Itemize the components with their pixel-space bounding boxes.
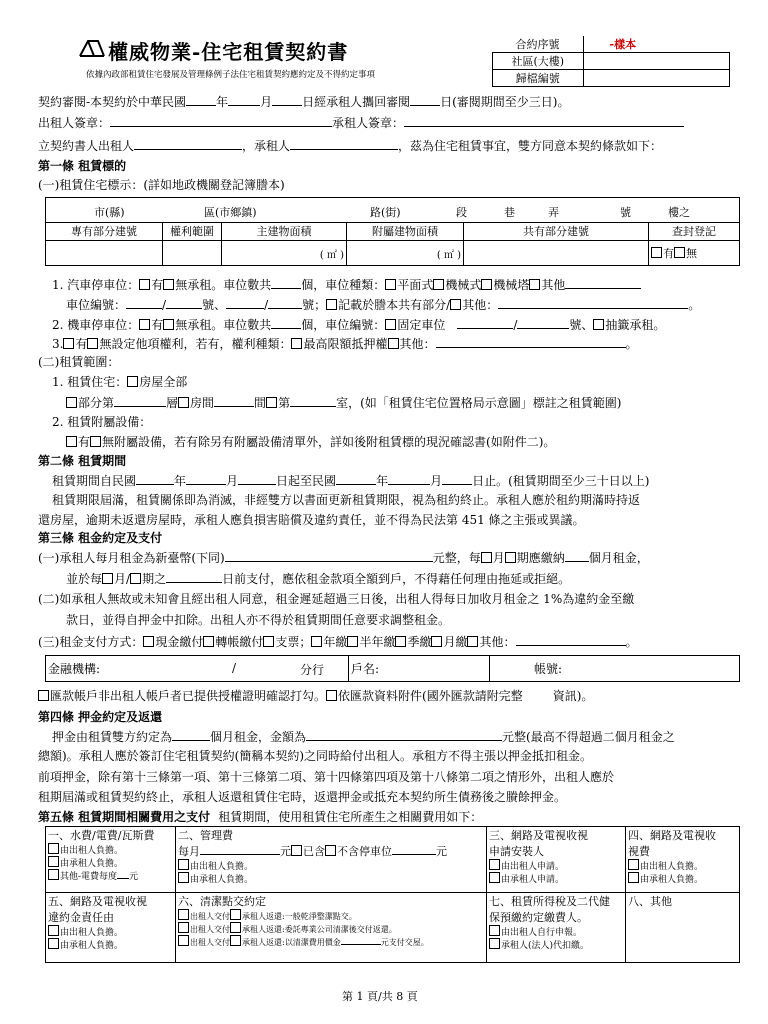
deposit-text-2: 總額)。承租人應於簽訂住宅租賃契約(簡稱本契約)之同時給付出租人。承租方不得主張以押金抵扣租金。 <box>38 749 593 763</box>
car-parking-line: 1. 汽車停車位： 有 無承租。車位數共 個，車位種類： 平面式 機械式 機械塔 其他 <box>52 276 641 293</box>
clean-3a-checkbox[interactable] <box>178 935 189 946</box>
review-month-field[interactable] <box>228 93 260 106</box>
car-other-field[interactable] <box>565 276 641 289</box>
install-lessee-checkbox[interactable] <box>489 872 500 883</box>
utilities-lessee-checkbox[interactable] <box>48 856 59 867</box>
deposit-line: 押金由租賃雙方約定為 個月租金，金額為 元整(最高不得超過二個月租金之 <box>52 730 675 744</box>
utilities-rate-field[interactable] <box>117 869 129 879</box>
period-checkbox[interactable] <box>505 552 516 563</box>
car-parking-yes-checkbox[interactable] <box>139 279 150 290</box>
article-4-title: 第四條 押金約定及返還 <box>38 710 163 724</box>
months-per-payment-field[interactable] <box>565 549 589 562</box>
monthly-pay-checkbox[interactable] <box>431 636 442 647</box>
pay-other-field[interactable] <box>516 633 626 646</box>
cleaning-fee-field[interactable] <box>341 936 381 945</box>
moto-parking-line: 2. 機車停車位： 有 無承租。車位數共 個，車位編號： 固定車位 / 號、 抽籤承租。 <box>52 318 666 332</box>
rights-field[interactable] <box>163 241 222 266</box>
main-area-field[interactable]: ( ㎡ ) <box>222 241 347 266</box>
utilities-lessor-checkbox[interactable] <box>48 843 59 854</box>
equipment-no-checkbox[interactable] <box>90 436 101 447</box>
addr-floor: 樓之 <box>668 206 690 219</box>
addr-number: 號 <box>620 206 631 219</box>
monthly-checkbox[interactable] <box>481 552 492 563</box>
review-period-line: 契約審閱-本契約於中華民國 年 月 日經承租人攜回審閱 日(審閱期間至少三日)。 <box>38 95 570 109</box>
lessor-signature-field[interactable] <box>110 114 332 127</box>
common-no-field[interactable] <box>464 241 649 266</box>
car-no-other-checkbox[interactable] <box>450 299 461 310</box>
rental-house-line: 1. 租賃住宅： 房屋全部 <box>52 375 188 389</box>
mgmt-lessor-checkbox[interactable] <box>178 859 189 870</box>
signature-line: 出租人簽章： 承租人簽章： <box>38 114 684 131</box>
end-day-field[interactable] <box>442 472 472 485</box>
encumbrance-line: 3. 有 無設定他項權利，若有，權利種類： 最高限額抵押權 其他： 。 <box>52 337 638 351</box>
car-common-checkbox[interactable] <box>326 299 337 310</box>
each-month-checkbox[interactable] <box>102 573 113 584</box>
fee-other-cell[interactable]: 八、其他 <box>626 893 740 963</box>
car-parking-no-checkbox[interactable] <box>163 279 174 290</box>
cash-checkbox[interactable] <box>143 636 154 647</box>
addr-lane: 巷 <box>504 206 515 219</box>
clean-3b-checkbox[interactable] <box>230 935 241 946</box>
moto-lottery-checkbox[interactable] <box>593 319 604 330</box>
rent-due-line: 並於每 月/ 期之 日前支付，應依租金款項全額到戶，不得藉任何理由拖延或拒絕。 <box>66 572 571 586</box>
page-subtitle: 依據內政部租賃住宅發展及管理條例子法住宅租賃契約應約定及不得約定事項 <box>86 70 376 80</box>
review-year-field[interactable] <box>186 93 216 106</box>
community-label: 社區(大樓) <box>493 53 584 70</box>
page-title: 權威物業-住宅租賃契約書 <box>108 40 349 64</box>
col-seizure: 查封登記 <box>649 223 740 241</box>
end-month-field[interactable] <box>388 472 430 485</box>
late-fee-text: (二)如承租人無故或未知會且經出租人同意，租金遲延超過三日後，出租人得每日加收月租金之 1%為違約金至繳 <box>38 592 635 606</box>
clean-2b-checkbox[interactable] <box>230 922 241 933</box>
equipment-line: 有 無附屬設備，若有除另有附屬設備清單外，詳如後附租賃標的現況確認書(如附件二)。 <box>66 434 555 450</box>
mgmt-lessee-checkbox[interactable] <box>178 872 189 883</box>
mgmt-incl-checkbox[interactable] <box>291 845 302 856</box>
car-no-1b-field[interactable] <box>166 296 202 309</box>
article-2-title: 第二條 租賃期間 <box>38 454 127 468</box>
tax-lessor-checkbox[interactable] <box>489 925 500 936</box>
remit-attach-checkbox[interactable] <box>326 690 337 701</box>
deposit-text-3: 前項押金，除有第十三條第一項、第十三條第二項、第十四條第四項及第十八條第二項之情形外，出租人應於 <box>38 770 615 784</box>
network-lessor-checkbox[interactable] <box>628 859 639 870</box>
branch-label: 分行 <box>300 663 325 677</box>
article-5-title-row: 第五條 租賃期間相關費用之支付 租賃期間，使用租賃住宅所產生之相關費用如下： <box>38 810 483 824</box>
penalty-lessor-checkbox[interactable] <box>48 925 59 936</box>
article-5-title: 第五條 租賃期間相關費用之支付 <box>38 810 211 824</box>
col-main-area: 主建物面積 <box>222 223 347 241</box>
rent-amount-field[interactable] <box>225 549 433 562</box>
fees-table <box>45 826 740 963</box>
bank-table: 金融機構: / 分行 戶名: 帳號: <box>45 655 740 682</box>
fee-tax-cell: 七、租賃所得稅及二代健 保預繳約定繳費人。 由出租人自行申報。 承租人(法人)代扣繳。 <box>487 893 626 963</box>
file-no-label: 歸檔編號 <box>493 70 584 87</box>
encumbrance-other-checkbox[interactable] <box>388 338 399 349</box>
end-year-field[interactable] <box>336 472 376 485</box>
lessor-name-field[interactable] <box>134 137 242 150</box>
car-number-line: 車位編號： / 號、 / 號； 記載於謄本共有部分/ 其他： 。 <box>66 298 701 312</box>
encumbrance-other-field[interactable] <box>436 335 626 348</box>
community-field[interactable] <box>583 53 730 70</box>
moto-yes-checkbox[interactable] <box>139 319 150 330</box>
lessee-name-field[interactable] <box>290 137 398 150</box>
clean-1b-checkbox[interactable] <box>230 909 241 920</box>
start-year-field[interactable] <box>136 472 174 485</box>
each-period-checkbox[interactable] <box>130 573 141 584</box>
quarterly-checkbox[interactable] <box>395 636 406 647</box>
rent-amount-line: (一)承租人每月租金為新臺幣(下同) 元整，每 月 期應繳納 個月租金， <box>38 551 649 565</box>
clean-2a-checkbox[interactable] <box>178 922 189 933</box>
fee-penalty-cell: 五、網路及電視收視 違約金責任由 由出租人負擔。 由承租人負擔。 <box>46 893 176 963</box>
article-3-title: 第三條 租金約定及支付 <box>38 531 163 545</box>
penalty-lessee-checkbox[interactable] <box>48 938 59 949</box>
addr-alley: 弄 <box>548 206 559 219</box>
room-count-field[interactable] <box>214 394 254 407</box>
network-lessee-checkbox[interactable] <box>628 872 639 883</box>
car-count-field[interactable] <box>271 276 301 289</box>
encumbrance-yes-checkbox[interactable] <box>63 338 74 349</box>
payment-method-line: (三)租金支付方式： 現金繳付 轉帳繳付 支票； 年繳 半年繳 季繳 月繳 其他： 。 <box>38 635 638 649</box>
car-other-checkbox[interactable] <box>529 279 540 290</box>
room-no-field[interactable] <box>290 394 336 407</box>
floor-field[interactable] <box>114 394 166 407</box>
yearly-checkbox[interactable] <box>311 636 322 647</box>
check-checkbox[interactable] <box>263 636 274 647</box>
deposit-months-field[interactable] <box>172 728 210 741</box>
lease-period-line: 租賃期間自民國 年 月 日起至民國 年 月 日止。(租賃期間至少三十日以上) <box>52 474 650 488</box>
property-table: 市(縣) 區(市鄉鎮) 路(街) 段 巷 弄 號 樓之 專有部分建號 權利範圍 主建物面積 附屬建物面積 共有部分建號 查封登記 ( ㎡ ) ( ㎡ ) 有 無 <box>45 197 740 266</box>
seizure-yes-checkbox[interactable] <box>651 247 662 258</box>
lease-return-text: 還房屋，逾期未返還房屋時，承租人應負損害賠償及違約責任，並不得為民法第 451 條之主張或異議。 <box>38 513 585 527</box>
parking-fee-field[interactable] <box>392 845 436 855</box>
fee-management-cell: 二、管理費 每月 元 已含 不含停車位 元 由出租人負擔。 由承租人負擔。 <box>176 827 487 893</box>
deposit-text-4: 租期屆滿或租賃契約終止，承租人返還租賃住宅時，返還押金或抵充本契約所生債務後之賸餘押金。 <box>38 790 567 804</box>
exclusive-no-field[interactable] <box>46 241 163 266</box>
moto-no-checkbox[interactable] <box>163 319 174 330</box>
room-checkbox[interactable] <box>178 397 189 408</box>
review-days-field[interactable] <box>410 93 440 106</box>
car-mech-checkbox[interactable] <box>433 279 444 290</box>
col-rights: 權利範圍 <box>163 223 222 241</box>
equipment-yes-checkbox[interactable] <box>66 436 77 447</box>
clean-1a-checkbox[interactable] <box>178 909 189 920</box>
car-flat-checkbox[interactable] <box>385 279 396 290</box>
lease-expiry-text: 租賃期限屆滿，租賃關係即為消滅，非經雙方以書面更新租賃期限，視為租約終止。承租人應於租約期滿時持返 <box>52 493 641 507</box>
col-attached-area: 附屬建物面積 <box>347 223 464 241</box>
management-fee-field[interactable] <box>200 845 280 855</box>
pay-other-checkbox[interactable] <box>467 636 478 647</box>
utilities-other-checkbox[interactable] <box>48 869 59 880</box>
fee-network-install-cell: 三、網路及電視收視 申請安裝人 由出租人申請。 由承租人申請。 <box>487 827 626 893</box>
room-no-checkbox[interactable] <box>266 397 277 408</box>
car-no-2b-field[interactable] <box>268 296 302 309</box>
addr-city: 市(縣) <box>94 206 125 219</box>
late-fee-text-2: 款日，並得自押金中扣除。出租人亦不得於租賃期間任意要求調整租金。 <box>66 613 451 627</box>
bank-label: 金融機構: <box>48 662 101 676</box>
article-1-sec1: (一)租賃住宅標示：(詳如地政機關登記簿謄本) <box>38 178 285 192</box>
due-day-field[interactable] <box>166 570 222 583</box>
review-day-field[interactable] <box>272 93 302 106</box>
account-no-cell[interactable]: 帳號: <box>490 656 740 682</box>
equipment-title: 2. 租賃附屬設備： <box>52 415 152 429</box>
car-no-other-field[interactable] <box>498 296 688 309</box>
car-tower-checkbox[interactable] <box>481 279 492 290</box>
logo-icon <box>78 38 106 58</box>
contract-no-label: 合約序號 <box>493 36 584 53</box>
addr-section: 段 <box>456 206 467 219</box>
moto-count-field[interactable] <box>271 316 301 329</box>
addr-district: 區(市鄉鎮) <box>204 206 257 219</box>
car-no-1a-field[interactable] <box>126 296 162 309</box>
partial-house-checkbox[interactable] <box>66 397 77 408</box>
car-no-2a-field[interactable] <box>226 296 264 309</box>
account-name-cell[interactable]: 戶名: <box>349 656 490 682</box>
tax-lessee-checkbox[interactable] <box>489 938 500 949</box>
install-lessor-checkbox[interactable] <box>489 859 500 870</box>
auth-proof-checkbox[interactable] <box>38 690 49 701</box>
partial-house-line: 部分第 層 房間 間 第 室，(如「租賃住宅位置格局示意圖」標註之租賃範圍) <box>66 394 621 411</box>
fee-utilities-cell: 一、水費/電費/瓦斯費 由出租人負擔。 由承租人負擔。 其他-電費每度 元 <box>46 827 176 893</box>
lessee-signature-field[interactable] <box>404 114 684 127</box>
file-no-field[interactable] <box>583 70 730 87</box>
start-day-field[interactable] <box>238 472 276 485</box>
remit-line: 匯款帳戶非出租人帳戶者已提供授權證明確認打勾。 依匯款資料附件(國外匯款請附完整 資訊)。 <box>38 688 593 704</box>
mortgage-checkbox[interactable] <box>291 338 302 349</box>
sample-mark: -樣本 <box>609 38 637 51</box>
col-common-no: 共有部分建號 <box>464 223 649 241</box>
whole-house-checkbox[interactable] <box>127 376 138 387</box>
fee-network-cell: 四、網路及電視收 視費 由出租人負擔。 由承租人負擔。 <box>626 827 740 893</box>
page-footer: 第 1 頁/共 8 頁 <box>342 990 418 1003</box>
moto-no-b-field[interactable] <box>517 316 569 329</box>
seizure-no-checkbox[interactable] <box>674 247 685 258</box>
attached-area-field[interactable]: ( ㎡ ) <box>347 241 464 266</box>
deposit-amount-field[interactable] <box>306 728 502 741</box>
parties-line: 立契約書人出租人 ，承租人 ，茲為住宅租賃事宜，雙方同意本契約條款如下： <box>38 139 663 153</box>
article-1-title: 第一條 租賃標的 <box>38 159 127 173</box>
mgmt-excl-checkbox[interactable] <box>325 845 336 856</box>
moto-fixed-checkbox[interactable] <box>385 319 396 330</box>
half-year-checkbox[interactable] <box>347 636 358 647</box>
col-exclusive-no: 專有部分建號 <box>46 223 163 241</box>
fee-cleaning-cell: 六、清潔點交約定 出租人交付 承租人返還:一般乾淨整潔點交。 出租人交付 承租人返還:委託專業公司清潔後交付返還。 出租人交付 承租人返還:以清潔費用價金 元支付交屋。 <box>176 893 487 963</box>
start-month-field[interactable] <box>186 472 226 485</box>
addr-road: 路(街) <box>370 206 401 219</box>
encumbrance-no-checkbox[interactable] <box>87 338 98 349</box>
article-1-sec2: (二)租賃範圍： <box>38 355 120 369</box>
contract-id-table <box>492 36 730 87</box>
moto-no-a-field[interactable] <box>457 316 513 329</box>
transfer-checkbox[interactable] <box>203 636 214 647</box>
